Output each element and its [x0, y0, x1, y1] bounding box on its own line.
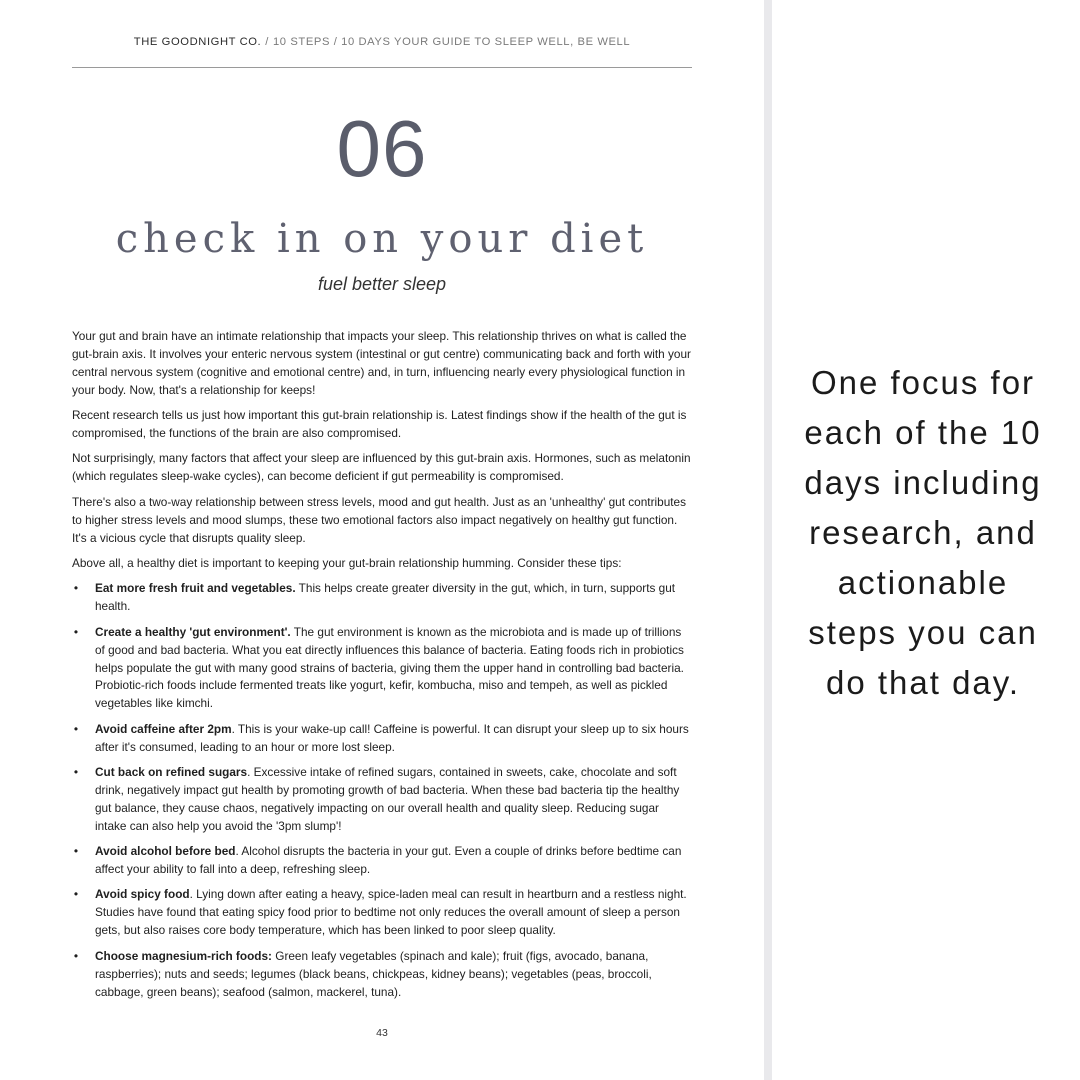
promo-text: One focus for each of the 10 days including research, and actionable steps you can do that day.: [804, 364, 1042, 701]
bullet-icon: •: [73, 581, 79, 596]
running-header: [72, 36, 692, 52]
tip-text: This helps create greater diversity in the gut, which, in turn, supports gut health.: [95, 581, 676, 614]
bullet-icon: •: [73, 844, 79, 859]
tip-text: . Excessive intake of refined sugars, contained in sweets, cake, chocolate and soft drink, negatively impact gut health by promoting growth of bad bacteria. When these bad bacteria tip the healthy gut balance, they cause chaos, negatively impacting on our overall health and quality sleep. Reducing sugar intake can also help you avoid the '3pm slump'!: [95, 765, 680, 833]
bullet-icon: •: [73, 624, 79, 639]
tip-item: [72, 948, 692, 1002]
tip-item: [72, 624, 692, 714]
tip-text: Green leafy vegetables (spinach and kale); fruit (figs, avocado, banana, raspberries); nuts and seeds; legumes (black beans, chickpeas, kidney beans); vegetables (peas, broccoli, cabbage, green beans); seafood (salmon, mackerel, tuna).: [95, 948, 652, 999]
step-number: 06: [336, 104, 428, 193]
body-text: [72, 328, 692, 1009]
tip-text: . Lying down after eating a heavy, spice-laden meal can result in heartburn and a restless night. Studies have found that eating spicy food prior to bedtime not only reduces the overall amount of sleep a person gets, but also raises core body temperature, which has been linked to poor sleep quality.: [95, 887, 687, 938]
page-number: 43: [376, 1027, 388, 1039]
header-separator: /: [265, 36, 269, 48]
tip-item: [72, 721, 692, 757]
step-subtitle: fuel better sleep: [317, 274, 447, 294]
tip-item: [72, 886, 692, 940]
tip-text: The gut environment is known as the microbiota and is made up of trillions of good and bad bacteria. What you eat directly influences this balance of bacteria. Eating foods rich in probiotics helps populate the gut with many good strains of bacteria, giving them the upper hand in controlling bad bacteria. Probiotic-rich foods include fermented treats like yogurt, kefir, kombucha, miso and tempeh, as well as pickled vegetables like kimchi.: [95, 624, 684, 711]
tip-lead: Avoid caffeine after 2pm: [95, 721, 232, 736]
tip-item: [72, 580, 692, 616]
paragraph: There's also a two-way relationship between stress levels, mood and gut health. Just as an 'unhealthy' gut contributes to higher stress levels and mood slumps, these two emotional factors also impact negatively on healthy gut function. It's a vicious cycle that disrupts quality sleep.: [72, 494, 686, 545]
tip-lead: Choose magnesium-rich foods:: [95, 948, 272, 963]
tip-text: . This is your wake-up call! Caffeine is powerful. It can disrupt your sleep up to six hours after it's consumed, leading to an hour or more lost sleep.: [95, 721, 689, 754]
paragraph: Above all, a healthy diet is important to keeping your gut-brain relationship humming. Consider these tips:: [72, 555, 622, 570]
header-brand: THE GOODNIGHT CO.: [133, 36, 262, 48]
page-spine-shadow: [764, 0, 772, 1080]
step-title: check in on your diet: [115, 216, 649, 262]
header-subtitle: 10 STEPS / 10 DAYS YOUR GUIDE TO SLEEP WELL, BE WELL: [272, 36, 631, 48]
bullet-icon: •: [73, 887, 79, 902]
tip-item: [72, 843, 692, 879]
tip-lead: Eat more fresh fruit and vegetables.: [95, 581, 296, 596]
header-divider: [72, 67, 692, 68]
paragraph: Recent research tells us just how important this gut-brain relationship is. Latest findings show if the health of the gut is compromised, the functions of the brain are also compromised.: [72, 408, 687, 441]
bullet-icon: •: [73, 948, 79, 963]
tip-lead: Avoid spicy food: [95, 887, 190, 902]
tip-text: . Alcohol disrupts the bacteria in your gut. Even a couple of drinks before bedtime can affect your ability to fall into a deep, refreshing sleep.: [95, 844, 682, 877]
bullet-icon: •: [73, 765, 79, 780]
tip-lead: Cut back on refined sugars: [95, 765, 248, 780]
tip-lead: Avoid alcohol before bed: [95, 844, 236, 859]
paragraph: Your gut and brain have an intimate relationship that impacts your sleep. This relationship thrives on what is called the gut-brain axis. It involves your enteric nervous system (intestinal or gut centre) communicating back and forth with your central nervous system (cognitive and emotional centre) and, in turn, influencing nearly every physiological function in your body. Now, that's a relationship for keeps!: [72, 329, 691, 397]
tip-item: [72, 764, 692, 836]
paragraph: Not surprisingly, many factors that affect your sleep are influenced by this gut-brain axis. Hormones, such as melatonin (which regulates sleep-wake cycles), can become deficient if gut permeability is compromised.: [72, 451, 691, 484]
bullet-icon: •: [73, 721, 79, 736]
tips-list: [72, 580, 692, 1001]
tip-lead: Create a healthy 'gut environment'.: [95, 624, 291, 639]
